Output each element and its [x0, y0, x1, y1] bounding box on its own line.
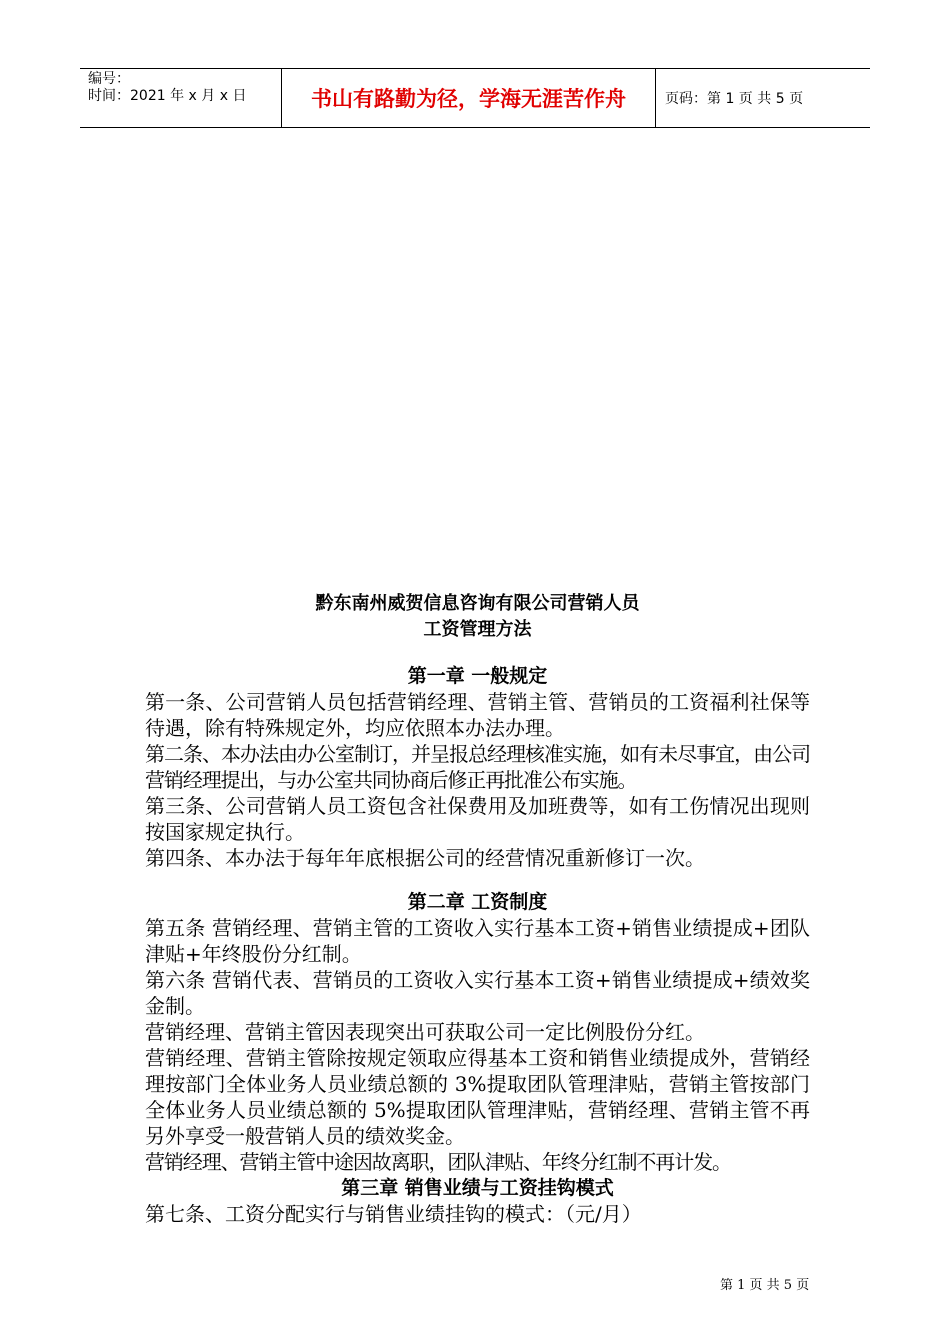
page-footer: 第 1 页 共 5 页: [720, 1278, 810, 1293]
article-7: 第七条、工资分配实行与销售业绩挂钩的模式：（元/月）: [145, 1202, 642, 1226]
header-date-label: 时间：2021 年 x 月 x 日: [88, 88, 247, 104]
header-meta-cell: [80, 69, 282, 127]
article-4: 第四条、本办法于每年年底根据公司的经营情况重新修订一次。: [145, 846, 705, 870]
document-body: [145, 591, 810, 1227]
chapter-2-paragraph-allowance: 营销经理、营销主管除按规定领取应得基本工资和销售业绩提成外，营销经理按部门全体业务人员业绩总额的 3%提取团队管理津贴，营销主管按部门全体业务人员业绩总额的 5%提取团队管理津贴，营销经理、营销主管不再另外享受一般营销人员的绩效奖金。: [145, 1046, 810, 1148]
document-title-line-1: 黔东南州威贺信息咨询有限公司营销人员: [315, 593, 640, 614]
article-3: 第三条、公司营销人员工资包含社保费用及加班费等，如有工伤情况出现则按国家规定执行。: [145, 794, 810, 844]
article-6: 第六条 营销代表、营销员的工资收入实行基本工资+销售业绩提成+绩效奖金制。: [145, 968, 810, 1018]
chapter-1-heading: 第一章 一般规定: [407, 665, 548, 687]
header-number-label: 编号：: [88, 71, 130, 87]
header-motto: 书山有路勤为径，学海无涯苦作舟: [311, 87, 626, 111]
document-title-line-2: 工资管理方法: [423, 619, 532, 640]
chapter-2-paragraph-bonus: 营销经理、营销主管因表现突出可获取公司一定比例股份分红。: [145, 1020, 705, 1044]
header-page-cell: [656, 69, 870, 127]
spacer: [145, 643, 810, 663]
document-header: [80, 68, 870, 128]
article-1: 第一条、公司营销人员包括营销经理、营销主管、营销员的工资福利社保等待遇，除有特殊规定外，均应依照本办法办理。: [145, 690, 810, 740]
chapter-3-heading: 第三章 销售业绩与工资挂钩模式: [341, 1177, 614, 1199]
article-2: 第二条、本办法由办公室制订，并呈报总经理核准实施，如有未尽事宜，由公司营销经理提出，与办公室共同协商后修正再批准公布实施。: [145, 742, 810, 792]
article-5: 第五条 营销经理、营销主管的工资收入实行基本工资+销售业绩提成+团队津贴+年终股份分红制。: [145, 916, 810, 966]
chapter-2-paragraph-resignation: 营销经理、营销主管中途因故离职，团队津贴、年终分红制不再计发。: [145, 1150, 731, 1174]
header-page-info: 页码：第 1 页 共 5 页: [665, 91, 804, 107]
chapter-2-heading: 第二章 工资制度: [407, 891, 548, 913]
spacer: [145, 871, 810, 889]
header-motto-cell: [282, 69, 656, 127]
